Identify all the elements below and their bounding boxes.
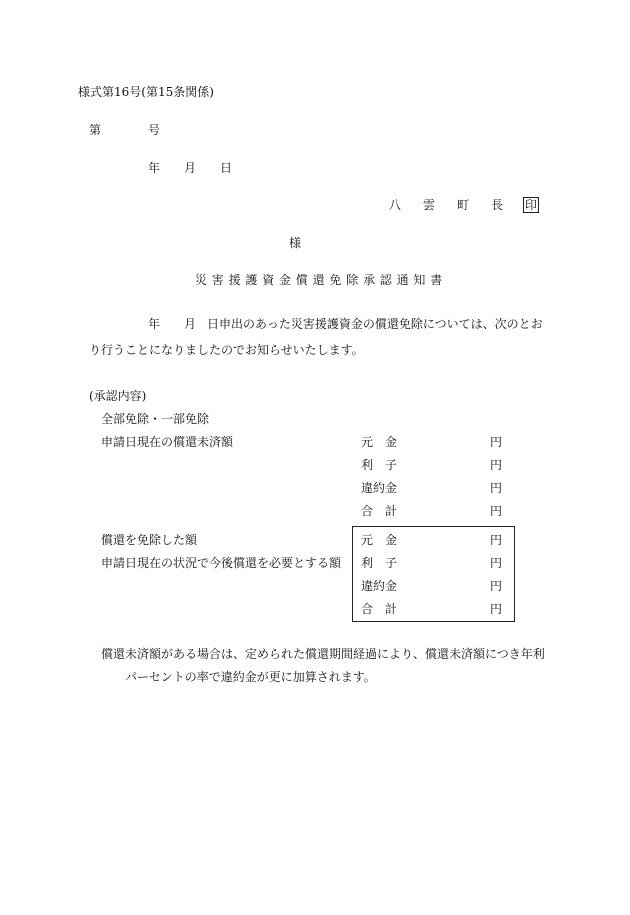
document-title: 災害援護資金償還免除承認通知書 <box>195 273 448 287</box>
block1-total-unit: 円 <box>490 504 503 518</box>
block1-principal-unit: 円 <box>490 435 503 449</box>
sender-char-2: 雲 <box>423 198 436 212</box>
block2-interest-label: 利 子 <box>361 556 398 570</box>
details-heading: (承認内容) <box>89 389 147 403</box>
block2-penalty-unit: 円 <box>490 579 503 593</box>
block2-principal-label: 元 金 <box>361 533 398 547</box>
body-month: 月 <box>184 317 197 331</box>
exemption-type: 全部免除・一部免除 <box>101 412 210 426</box>
date-year: 年 <box>148 161 161 175</box>
block1-penalty-unit: 円 <box>490 481 503 495</box>
sender-char-1: 八 <box>389 198 402 212</box>
date-month: 月 <box>184 161 197 175</box>
block2-total-label: 合 計 <box>361 602 398 616</box>
block2-principal-unit: 円 <box>490 533 503 547</box>
note-line-1: 償還未済額がある場合は、定められた償還期間経過により、償還未済額につき年利 <box>101 647 545 661</box>
body-line-2: り行うことになりましたのでお知らせいたします。 <box>89 343 364 357</box>
block1-interest-label: 利 子 <box>361 458 398 472</box>
block2-penalty-label: 違約金 <box>361 579 398 593</box>
block1-penalty-label: 違約金 <box>361 481 398 495</box>
body-year: 年 <box>148 317 161 331</box>
exempted-amount-label: 償還を免除した額 <box>101 533 198 547</box>
sender-char-3: 町 <box>457 198 470 212</box>
body-line-1: 日申出のあった災害援護資金の償還免除については、次のとお <box>207 317 543 331</box>
seal-mark: 印 <box>524 198 537 212</box>
note-line-2: パーセントの率で違約金が更に加算されます。 <box>125 670 376 684</box>
number-prefix: 第 <box>89 123 102 137</box>
recipient-suffix: 様 <box>289 236 302 250</box>
sender-char-4: 長 <box>491 198 504 212</box>
date-day: 日 <box>220 161 233 175</box>
block1-total-label: 合 計 <box>361 504 398 518</box>
future-repayment-label: 申請日現在の状況で今後償還を必要とする額 <box>101 556 342 570</box>
block2-total-unit: 円 <box>490 602 503 616</box>
block1-interest-unit: 円 <box>490 458 503 472</box>
form-label: 様式第16号(第15条関係) <box>78 85 214 99</box>
number-suffix: 号 <box>148 123 161 137</box>
block2-interest-unit: 円 <box>490 556 503 570</box>
block1-principal-label: 元 金 <box>361 435 398 449</box>
unpaid-amount-label: 申請日現在の償還未済額 <box>101 435 234 449</box>
